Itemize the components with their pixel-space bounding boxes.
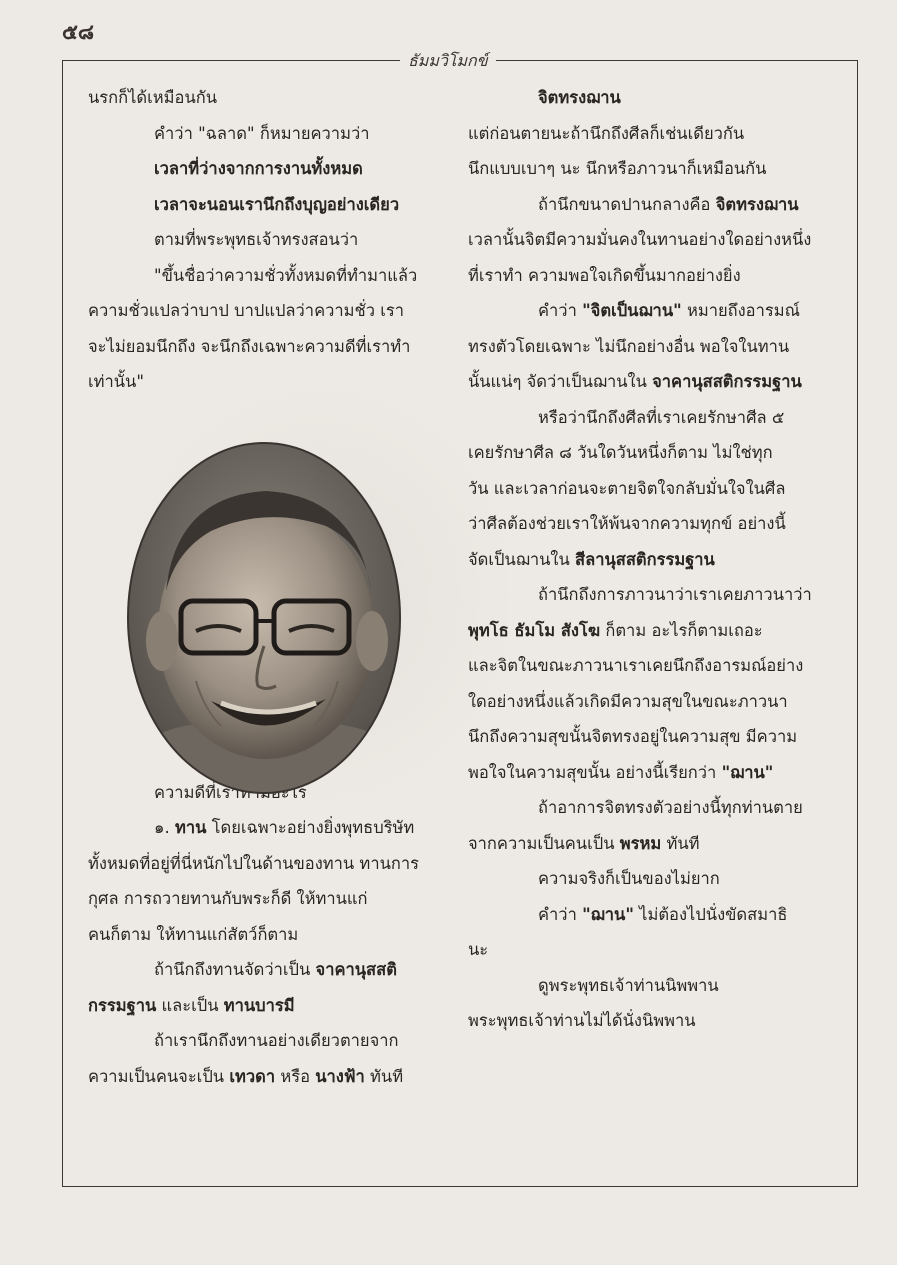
text-line: "ขึ้นชื่อว่าความชั่วทั้งหมดที่ทำมาแล้ว — [154, 265, 418, 285]
text-line: เคยรักษาศีล ๘ วันใดวันหนึ่งก็ตาม ไม่ใช่ทุก — [468, 443, 773, 462]
bold-term: จาคานุสสติ — [315, 960, 397, 979]
page-number: ๕๘ — [62, 19, 95, 44]
text-line: ถ้าเรานึกถึงทานอย่างเดียวตายจาก — [154, 1031, 399, 1050]
text-line: เวลาจะนอนเรานึกถึงบุญอย่างเดียว — [154, 194, 400, 214]
text-line: นรกก็ได้เหมือนกัน — [88, 88, 217, 107]
portrait-image — [126, 441, 402, 795]
text-line — [468, 613, 848, 649]
text-span: ถ้านึกถึงทานจัดว่าเป็น — [154, 960, 316, 979]
list-number: ๑. — [154, 818, 170, 837]
text-line: คำว่า "ฉลาด" ก็หมายความว่า — [154, 123, 370, 143]
text-line: วัน และเวลาก่อนจะตายจิตใจกลับมั่นใจในศีล — [468, 478, 786, 498]
text-line: ถ้านึกถึงการภาวนาว่าเราเคยภาวนาว่า — [538, 585, 812, 604]
right-column — [468, 80, 848, 1039]
text-line — [468, 755, 848, 791]
text-line: คนก็ตาม ให้ทานแก่สัตว์ก็ตาม — [88, 924, 299, 944]
text-line — [468, 826, 848, 862]
text-line: ความชั่วแปลว่าบาป บาปแปลว่าความชั่ว เรา — [88, 301, 404, 320]
text-line: ความดีที่เราทำมีอะไร — [154, 782, 307, 802]
text-span: โดยเฉพาะอย่างยิ่งพุทธบริษัท — [206, 818, 415, 837]
bold-term: สีลานุสสติกรรมฐาน — [575, 549, 715, 569]
bold-term: ทาน — [174, 818, 207, 837]
bold-term: "ฌาน" — [582, 904, 634, 924]
text-line: หรือว่านึกถึงศีลที่เราเคยรักษาศีล ๕ — [538, 407, 785, 427]
bold-term: พุทโธ ธัมโม สังโฆ — [468, 620, 601, 640]
text-span: ไม่ต้องไปนั่งขัดสมาธิ — [633, 904, 788, 924]
bold-term: นางฟ้า — [315, 1066, 365, 1086]
bold-term: เทวดา — [229, 1066, 276, 1086]
text-line — [88, 1059, 448, 1095]
running-title: ธัมมวิโมกข์ — [400, 49, 496, 74]
text-line: ใดอย่างหนึ่งแล้วเกิดมีความสุขในขณะภาวนา — [468, 691, 788, 711]
text-span: คำว่า — [538, 904, 583, 924]
text-line: นึกแบบเบาๆ นะ นึกหรือภาวนาก็เหมือนกัน — [468, 159, 767, 178]
text-line — [468, 187, 848, 223]
bold-term: กรรมฐาน — [88, 995, 157, 1015]
bold-term: จิตทรงฌาน — [715, 194, 799, 214]
text-line: ทั้งหมดที่อยู่ที่นี่หนักไปในด้านของทาน ทานการ — [88, 853, 419, 873]
bold-term: จาคานุสสติกรรมฐาน — [652, 372, 802, 391]
text-span: หรือ — [275, 1066, 316, 1086]
monk-portrait-photo — [126, 441, 402, 795]
bold-term: "ฌาน" — [721, 762, 774, 782]
text-line: นะ — [468, 940, 489, 959]
text-line — [468, 364, 848, 400]
text-line: จะไม่ยอมนึกถึง จะนึกถึงเฉพาะความดีที่เราทำ — [88, 336, 411, 356]
text-line: ถ้าอาการจิตทรงตัวอย่างนี้ทุกท่านตาย — [538, 798, 803, 817]
text-line — [88, 952, 448, 988]
text-line: และจิตในขณะภาวนาเราเคยนึกถึงอารมณ์อย่าง — [468, 656, 804, 675]
text-span: ทันที — [661, 833, 700, 853]
text-line: ว่าศีลต้องช่วยเราให้พ้นจากความทุกข์ อย่างนี้ — [468, 514, 786, 533]
bold-term: พรหม — [619, 833, 662, 853]
bold-term: "จิตเป็นฌาน" — [582, 301, 682, 320]
bold-term: ทานบารมี — [223, 995, 295, 1015]
text-line: แต่ก่อนตายนะถ้านึกถึงศีลก็เช่นเดียวกัน — [468, 123, 745, 143]
text-line: ความจริงก็เป็นของไม่ยาก — [538, 869, 720, 888]
text-span: จัดเป็นฌานใน — [468, 549, 576, 569]
text-line — [88, 810, 448, 846]
text-line: ทรงตัวโดยเฉพาะ ไม่นึกอย่างอื่น พอใจในทาน — [468, 336, 790, 356]
text-line: ที่เราทำ ความพอใจเกิดขึ้นมากอย่างยิ่ง — [468, 265, 741, 285]
text-span: ถ้านึกขนาดปานกลางคือ — [538, 194, 716, 214]
text-line: ดูพระพุทธเจ้าท่านนิพพาน — [538, 975, 719, 995]
text-line — [468, 293, 848, 329]
text-line — [468, 542, 848, 578]
text-span: นั้นแน่ๆ จัดว่าเป็นฌานใน — [468, 372, 653, 391]
text-line: พระพุทธเจ้าท่านไม่ได้นั่งนิพพาน — [468, 1011, 696, 1030]
text-span: และเป็น — [156, 995, 224, 1015]
text-line: ตามที่พระพุทธเจ้าทรงสอนว่า — [154, 230, 359, 249]
text-span: ความเป็นคนจะเป็น — [88, 1066, 230, 1086]
text-span: ทันที — [364, 1066, 404, 1086]
text-line: เวลานั้นจิตมีความมั่นคงในทานอย่างใดอย่างหนึ่ง — [468, 230, 812, 249]
text-line — [468, 897, 848, 933]
text-line: เวลาที่ว่างจากการงานทั้งหมด — [154, 159, 363, 178]
text-line: นึกถึงความสุขนั้นจิตทรงอยู่ในความสุข มีความ — [468, 727, 798, 746]
text-span: พอใจในความสุขนั้น อย่างนี้เรียกว่า — [468, 762, 722, 782]
text-span: จากความเป็นคนเป็น — [468, 833, 620, 853]
text-line — [88, 988, 448, 1024]
text-line: กุศล การถวายทานกับพระก็ดี ให้ทานแก่ — [88, 889, 368, 908]
text-span: คำว่า — [538, 301, 583, 320]
text-span: หมายถึงอารมณ์ — [681, 301, 800, 320]
text-line: เท่านั้น" — [88, 372, 144, 391]
text-span: ก็ตาม อะไรก็ตามเถอะ — [600, 620, 763, 640]
text-line: จิตทรงฌาน — [538, 88, 621, 107]
